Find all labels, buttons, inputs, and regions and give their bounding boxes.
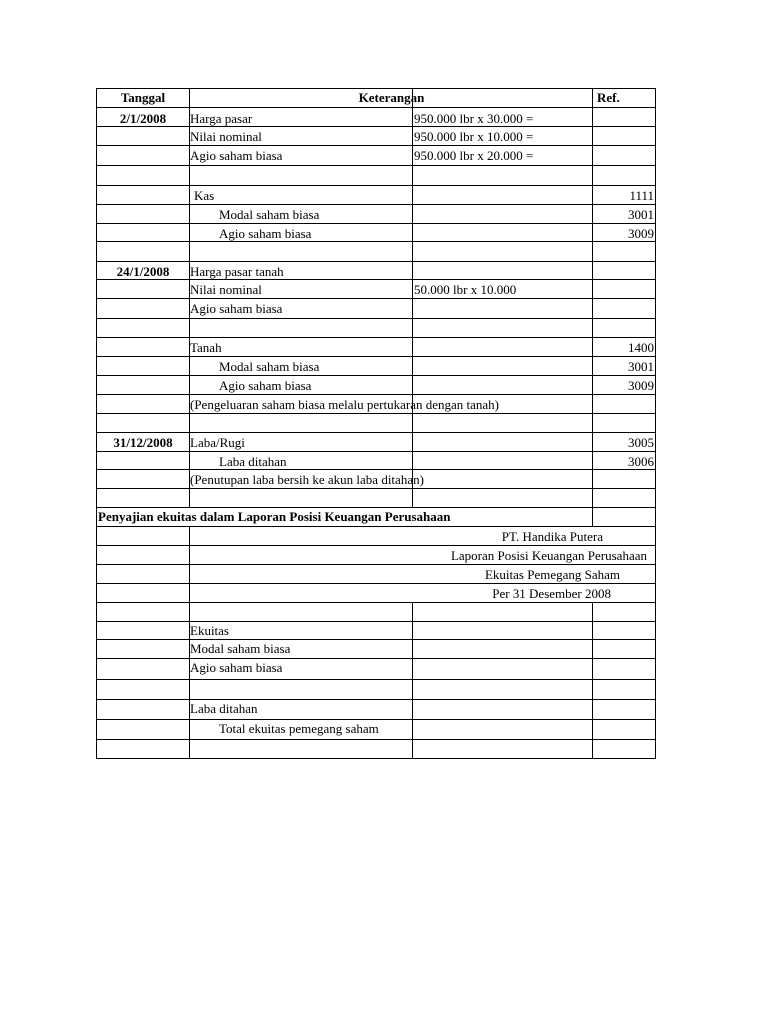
date-cell (97, 145, 189, 165)
table-row (97, 356, 655, 375)
report-header-line: Ekuitas Pemegang Saham (484, 567, 620, 582)
table-row (97, 223, 655, 241)
row-divider (97, 564, 655, 565)
column-divider (592, 88, 593, 507)
description-cell: Agio saham biasa (219, 378, 312, 393)
description-cell: Agio saham biasa (219, 226, 312, 241)
description-cell: Modal saham biasa (219, 359, 320, 374)
table-row (97, 204, 655, 223)
section-title-bottom (97, 526, 655, 527)
date-cell (97, 451, 189, 469)
table-row (97, 241, 655, 261)
row-divider (97, 583, 655, 584)
date-cell (97, 394, 189, 413)
journal-sheet (96, 88, 656, 759)
calculation-cell (413, 318, 592, 337)
ref-cell: 1111 (629, 188, 654, 203)
calculation-cell (413, 356, 592, 375)
description-cell: Agio saham biasa (190, 148, 283, 163)
ref-cell (593, 318, 655, 337)
date-cell (97, 413, 189, 432)
equity-label (190, 679, 412, 699)
calculation-cell (413, 432, 592, 451)
column-divider (592, 602, 593, 758)
description-cell: Tanah (190, 340, 222, 355)
calculation-cell (413, 204, 592, 223)
description-cell: Modal saham biasa (219, 207, 320, 222)
calculation-cell (413, 298, 592, 318)
calculation-cell (413, 469, 592, 488)
description-cell: Laba/Rugi (190, 435, 245, 450)
calculation-cell (413, 488, 592, 507)
date-cell: 2/1/2008 (119, 111, 167, 126)
date-cell (97, 469, 189, 488)
header-ref: Ref. (597, 90, 620, 105)
description-cell: Laba ditahan (219, 454, 287, 469)
header-keterangan: Keterangan (358, 90, 425, 105)
table-row (97, 488, 655, 507)
table-row (97, 639, 655, 658)
equity-label: Agio saham biasa (190, 660, 283, 675)
ref-cell (593, 488, 655, 507)
date-cell (97, 375, 189, 394)
date-cell (97, 356, 189, 375)
date-cell (97, 223, 189, 241)
date-cell: 24/1/2008 (116, 264, 170, 279)
table-row (97, 337, 655, 356)
ref-cell: 3009 (628, 378, 654, 393)
table-row (97, 451, 655, 469)
equity-label (190, 739, 412, 758)
table-row (97, 699, 655, 719)
date-cell: 31/12/2008 (113, 435, 173, 450)
report-header-line: Per 31 Desember 2008 (492, 586, 611, 601)
ref-cell (593, 298, 655, 318)
column-divider (412, 602, 413, 758)
equity-label (190, 602, 412, 621)
ref-cell: 1400 (628, 340, 654, 355)
column-divider (189, 526, 190, 758)
description-cell: Harga pasar (190, 111, 253, 126)
description-cell: Agio saham biasa (190, 301, 283, 316)
ref-cell (593, 126, 655, 145)
calculation-cell: 950.000 lbr x 20.000 = (414, 148, 534, 163)
calculation-cell: 50.000 lbr x 10.000 (414, 282, 517, 297)
calculation-cell: 950.000 lbr x 30.000 = (414, 111, 534, 126)
section-title: Penyajian ekuitas dalam Laporan Posisi Keuangan Perusahaan (98, 509, 451, 524)
equity-label: Total ekuitas pemegang saham (219, 721, 379, 736)
table-row (97, 126, 655, 145)
date-cell (97, 204, 189, 223)
description-cell (190, 165, 412, 185)
table-row (97, 185, 655, 204)
description-cell: Kas (194, 188, 215, 203)
date-cell (97, 488, 189, 507)
calculation-cell (413, 241, 592, 261)
calculation-cell (413, 394, 592, 413)
equity-label: Ekuitas (190, 623, 229, 638)
row-divider (97, 758, 655, 759)
column-divider (412, 88, 413, 108)
description-cell (190, 318, 412, 337)
table-row (97, 658, 655, 679)
header-row (97, 88, 655, 107)
calculation-cell (413, 451, 592, 469)
ref-cell (593, 145, 655, 165)
ref-cell (593, 261, 655, 279)
table-row (97, 318, 655, 337)
report-header-line: PT. Handika Putera (501, 529, 603, 544)
calculation-cell (413, 261, 592, 279)
table-row (97, 298, 655, 318)
ref-cell (593, 108, 655, 126)
calculation-cell (413, 185, 592, 204)
date-cell (97, 126, 189, 145)
ref-cell (593, 413, 655, 432)
row-divider (97, 507, 655, 508)
calculation-cell: 950.000 lbr x 10.000 = (414, 129, 534, 144)
table-row (97, 108, 655, 126)
calculation-cell (413, 223, 592, 241)
ref-cell: 3006 (628, 454, 654, 469)
table-row (97, 261, 655, 279)
row-divider (97, 545, 655, 546)
column-divider (189, 88, 190, 507)
date-cell (97, 241, 189, 261)
description-cell: Harga pasar tanah (190, 264, 284, 279)
description-cell (190, 413, 412, 432)
ref-cell: 3001 (628, 359, 654, 374)
table-row (97, 679, 655, 699)
description-cell: Nilai nominal (190, 282, 262, 297)
date-cell (97, 165, 189, 185)
date-cell (97, 298, 189, 318)
ref-cell: 3005 (628, 435, 654, 450)
description-cell: (Pengeluaran saham biasa melalu pertukaran dengan tanah) (190, 397, 499, 412)
table-row (97, 602, 655, 621)
ref-cell: 3001 (628, 207, 654, 222)
date-cell (97, 185, 189, 204)
table-row (97, 621, 655, 639)
equity-label: Laba ditahan (190, 701, 258, 716)
ref-cell: 3009 (628, 226, 654, 241)
date-cell (97, 337, 189, 356)
header-tanggal: Tanggal (120, 90, 166, 105)
calculation-cell (413, 165, 592, 185)
description-cell: Nilai nominal (190, 129, 262, 144)
table-row (97, 432, 655, 451)
table-row (97, 145, 655, 165)
column-divider (592, 507, 593, 526)
description-cell (190, 488, 412, 507)
equity-label: Modal saham biasa (190, 641, 291, 656)
table-row (97, 719, 655, 739)
table-row (97, 165, 655, 185)
table-row (97, 413, 655, 432)
ref-cell (593, 279, 655, 298)
description-cell: (Penutupan laba bersih ke akun laba ditahan) (190, 472, 424, 487)
report-header-line: Laporan Posisi Keuangan Perusahaan (450, 548, 647, 563)
calculation-cell (413, 375, 592, 394)
ref-cell (593, 241, 655, 261)
ref-cell (593, 469, 655, 488)
date-cell (97, 318, 189, 337)
ref-cell (593, 165, 655, 185)
ref-cell (593, 394, 655, 413)
table-row (97, 394, 655, 413)
table-row (97, 375, 655, 394)
column-divider (412, 108, 413, 507)
table-row (97, 739, 655, 758)
table-row (97, 469, 655, 488)
description-cell (190, 241, 412, 261)
calculation-cell (413, 413, 592, 432)
table-row (97, 279, 655, 298)
calculation-cell (413, 337, 592, 356)
date-cell (97, 279, 189, 298)
